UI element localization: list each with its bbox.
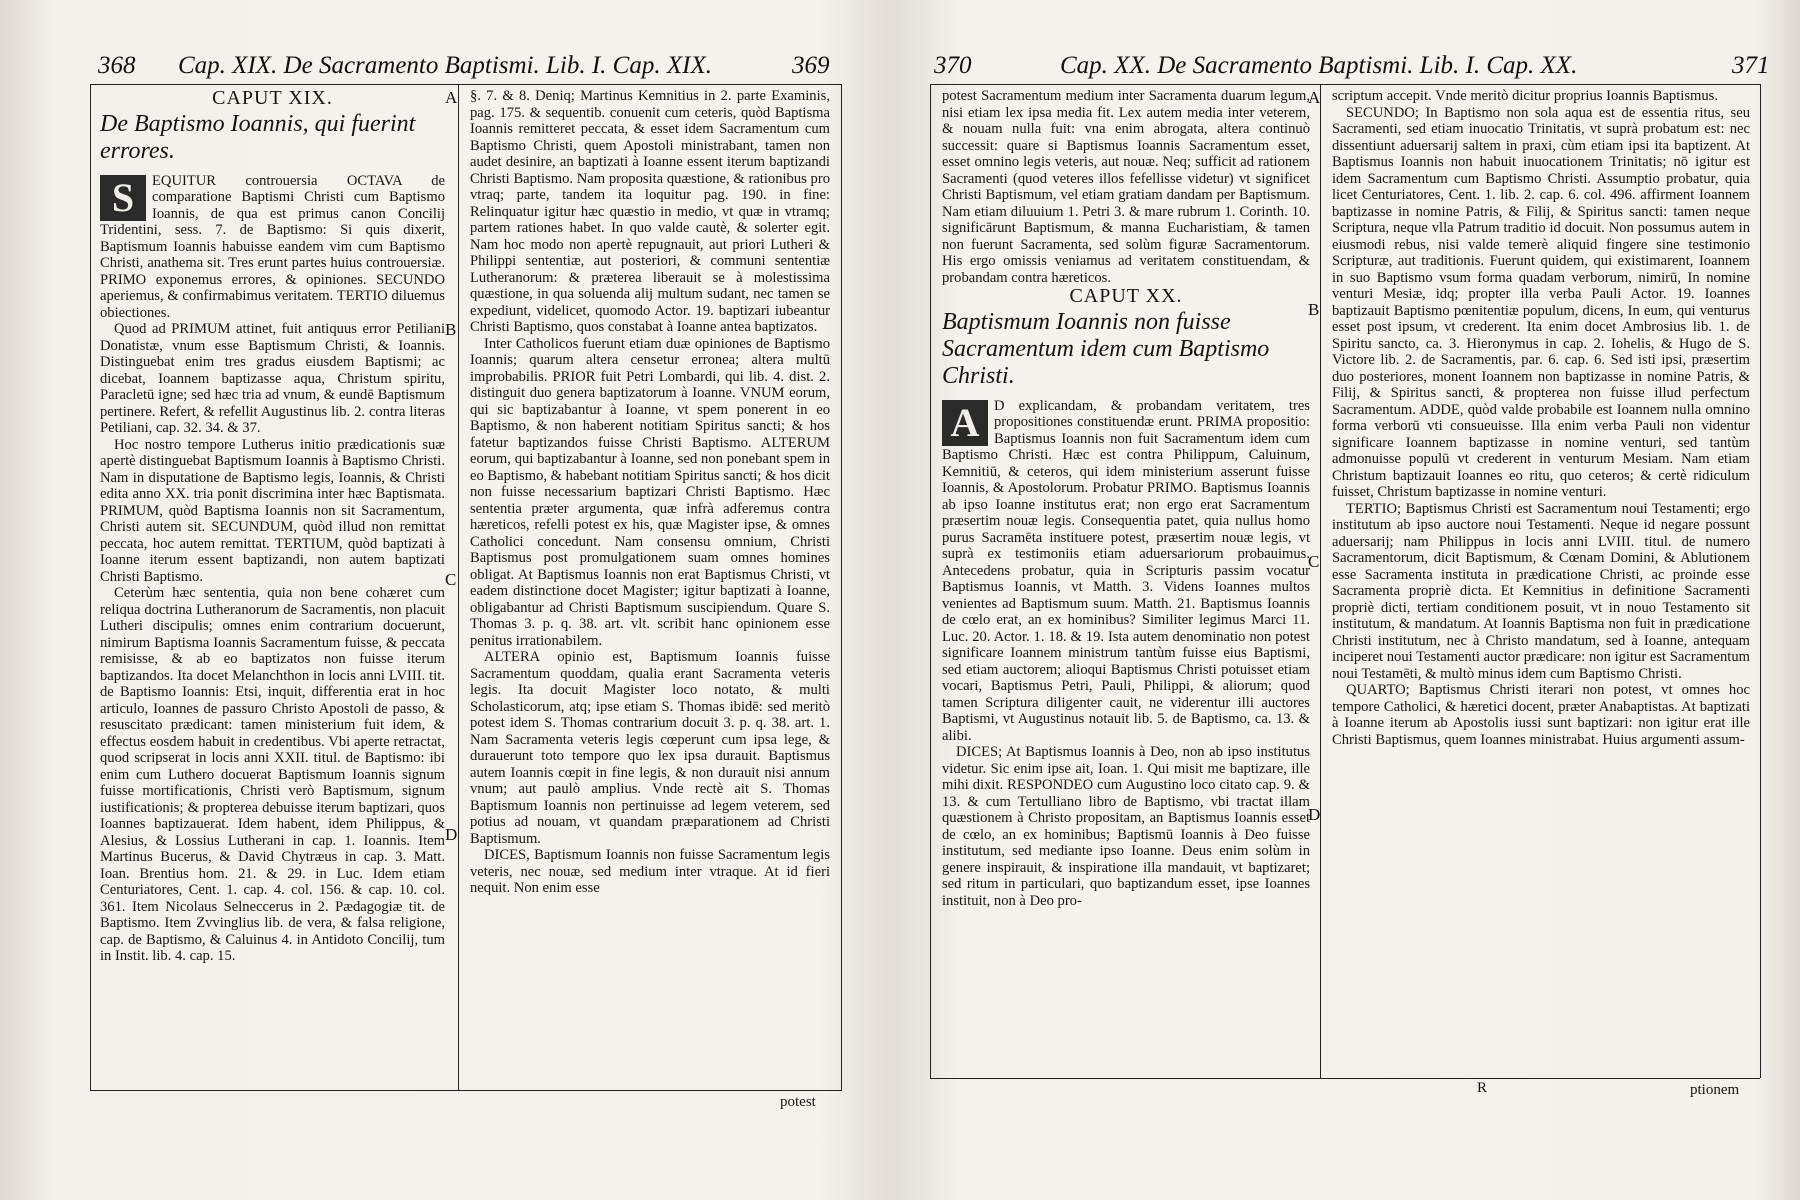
paragraph: TERTIO; Baptismus Christi est Sacramentum noui Testamenti; ergo institutum ab ipso auctore noui Testamenti. Neque id negare possunt aduersarij; nam Philippus in locis anni LVIII. titul. de numero Sacramentorum, dicit Baptismum, & Cœnam Domini, & Ablutionem esse Sacramenta instituta in prædicatione Christi, ac proinde esse Sacramenta propriè dicta. Et Kemnitius in definitione Sacramenti propriè dicti, tertiam conditionem posuit, vt in nouo Testamento sit institutum, & mandatum. At Ioannis Baptisma non fuit in prædicatione Christi institutum, nec à Christo mandatum, sed à Ioanne, antequam inciperet noui Testamenti auctor prædicare: non igitur est Sacramentum noui Testamēti, & multò minus idem cum Baptismo Christi.	[1332, 500, 1750, 682]
paragraph: Hoc nostro tempore Lutherus initio prædicationis suæ apertè distinguebat Baptismum Ioannis à Baptismo Christi. Nam in disputatione de Baptismo legis, Ioannis, & Christi edita anno XX. tria ponit discrimina inter hæc Baptismata. PRIMUM, quòd Baptisma Ioannis non sit Sacramentum, Christi autem sit. SECUNDUM, quòd illud non remittat peccata, hoc autem remittat. TERTIUM, quòd baptizati à Ioanne iterum essent baptizandi, non autem baptizati Christi Baptismo.	[100, 436, 445, 585]
facing-page-number: 369	[792, 52, 830, 79]
section-marker-a: A	[445, 88, 458, 107]
left-column-1	[100, 88, 445, 1086]
paragraph: QUARTO; Baptismus Christi iterari non potest, vt omnes hoc tempore Catholici, & hæretici docent, præter Anabaptistas. At baptizati à Ioanne iterum ab Apostolis iussi sunt baptizari: non igitur erat ille Christi Baptismus, quem Ioannes ministrabat. Huius argumenti assum-	[1332, 682, 1750, 748]
right-inner-rule	[930, 84, 931, 1078]
chapter-heading: CAPUT XX.	[1069, 285, 1183, 307]
facing-page-number: 371	[1732, 52, 1770, 79]
left-column-2	[470, 88, 830, 1086]
section-marker-b: B	[1308, 300, 1320, 319]
paragraph: EQUITUR controuersia OCTAVA de comparatione Baptismi Christi cum Baptismo Ioannis, de qua est primus canon Concilij Tridentini, sess. 7. de Baptismo: Si quis dixerit, Baptismum Ioannis habuisse eandem vim cum Baptismo Christi, anathema sit. Tres erunt partes huius controuersiæ. PRIMO exponemus errores, & opiniones. SECUNDO aperiemus, & confirmabimus veritatem. TERTIO diluemus obiectiones.	[100, 172, 445, 321]
paragraph: D explicandam, & probandam veritatem, tres propositiones constituendæ erunt. PRIMA propositio: Baptismus Ioannis non fuit Sacramentum idem cum Baptismo Christi. Hæc est contra Philippum, Caluinum, Kemnitiū, & ceteros, qui idem ministerium asserunt fuisse Ioannis, & Apostolorum. Probatur PRIMO. Baptismus Ioannis ab ipso Ioanne institutus erat; non ergo erat Sacramentum præsertim nouæ legis. Consequentia patet, quia nullus homo purus Sacramēta instituere potest, præsertim nouæ legis, vt suprà ex testimoniis etiam aduersariorum probauimus. Antecedens probatur, quia in Scripturis passim vocatur Baptismus Ioannis, vt Matth. 3. Videns Ioannes multos venientes ad Baptismum suum. Matth. 21. Baptismus Ioannis de cœlo erat, an ex hominibus? Similiter legimus Marci 11. Luc. 20. Actor. 1. 18. & 19. Ista autem denominatio non potest significare Ioannem ministrum tantùm fuisse eius Baptismi, sed etiam auctorem; alioqui Baptismus Christi potuisset etiam vocari, Baptismus Petri, Pauli, Philippi, & aliorum; quod tamen Scriptura diligenter cauit, ne viderentur illi auctores Baptismi, vt Augustinus notauit lib. 5. de Baptismo, ca. 13. & alibi.	[942, 397, 1310, 744]
section-marker-c: C	[1308, 552, 1320, 571]
paragraph: DICES, Baptismum Ioannis non fuisse Sacramentum legis veteris, nec nouæ, sed medium inter vtraque. At id fieri nequit. Non enim esse	[470, 847, 830, 896]
section-marker-d: D	[445, 825, 458, 844]
paragraph: Inter Catholicos fuerunt etiam duæ opiniones de Baptismo Ioannis; quarum altera censetur erronea; altera multū improbabilis. PRIOR fuit Petri Lombardi, qui lib. 4. dist. 2. distinguit duo genera baptizatorum à Ioanne. VNUM eorum, qui sic baptizabantur à Ioanne, vt spem ponerent in eo Baptismo, & non haberent notitiam Spiritus sancti; & hos fatetur baptizandos fuisse Christi Baptismo. ALTERUM eorum, qui baptizabantur à Ioanne, sed non ponebant spem in eo Baptismo, & habebant notitiam Spiritus sancti; & hos dicit non fuisse necessarium baptizari Christi Baptismo. Hæc sententia præter argumenta, quæ infrà adferemus contra hæreticos, refelli potest ex his, quæ Magister ipse, & omnes Catholici concedunt. Nam consensu omnium, Christi Baptismus post promulgationem suam omnes homines obligat. At Baptismus Ioannis non erat Baptismus Christi, vt eadem distinctione docet Magister; igitur baptizati à Ioanne, obligabantur ad Christi Baptismum suscipiendum. Quare S. Thomas 3. p. q. 38. art. vlt. scribit hanc opinionem esse penitus irrationabilem.	[470, 335, 830, 649]
right-column-divider	[1320, 84, 1321, 1078]
paragraph: DICES; At Baptismus Ioannis à Deo, non ab ipso institutus videtur. Sic enim ipse ait, Ioan. 1. Qui misit me baptizare, ille mihi dixit. RESPONDEO cum Augustino loco citato cap. 9. & 13. & cum Tertulliano libro de Baptismo, vbi tractat illam quæstionem à Christo propositam, an Baptismus Ioannis esset de cœlo, an ex hominibus; Baptismū Ioannis à Deo fuisse institutum, sed mediante ipso Ioanne. Deus enim solùm in genere inspirauit, & inspiratione illa mandauit, vt baptizaret; sed ritum in particulari, quo baptizandum esset, ipse Ioannes instituit, non à Deo pro-	[942, 744, 1310, 909]
left-header-rule	[90, 84, 842, 85]
right-column-1	[942, 88, 1310, 1074]
section-marker-d: D	[1308, 805, 1321, 824]
right-header-rule	[930, 84, 1760, 85]
decorated-initial: A	[942, 400, 988, 446]
paragraph: potest Sacramentum medium inter Sacramenta duarum legum, nisi etiam lex ipsa media fit. Lex autem media inter veterem, & nouam nulla fuit: vna enim abrogata, altera continuò successit: quare si Baptismus Ioannis Sacramentum esset, esset omnino legis veteris, aut nouæ. Neq; sufficit ad rationem Sacramenti (quod veteres illos fefellisse videtur) vt significet Christi Baptismum, vel etiam gratiam dandam per Baptismum. Nam etiam diluuium 1. Petri 3. & mare rubrum 1. Corinth. 10. significārunt Baptismum, & manna Eucharistiam, & tamen non fuerunt Sacramenta, sed solùm figuræ Sacramentorum. His ergo omissis veniamus ad veritatem constituendam, & probandam contra hæreticos.	[942, 88, 1310, 286]
catchword: potest	[780, 1094, 816, 1110]
left-page	[0, 0, 890, 1200]
catchword: ptionem	[1690, 1082, 1740, 1098]
left-page-number: 368	[98, 52, 136, 79]
right-page	[890, 0, 1800, 1200]
left-column-divider	[458, 84, 459, 1090]
paragraph: Ceterùm hæc sententia, quia non bene cohæret cum reliqua doctrina Lutheranorum de Sacramentis, non placuit Lutheri discipulis; omnes enim contrarium docuerunt, nimirum Baptisma Ioannis Sacramentum fuisse, & peccata remisisse, & ab eo baptizatos non fuisse iterum baptizandos. Ita docet Melanchthon in locis anni LVIII. tit. de Baptismo Ioannis: Etsi, inquit, differentia erat in hoc articulo, Ioannes de passuro Christo Apostoli de passo, & resuscitato prædicant: tamen ministerium fuit idem, & effectus eosdem habuit in credentibus. Vbi aperte retractat, quod scripserat in locis anni XXII. titul. de Baptismo: ibi enim cum Luthero docuerat Baptismum Ioannis signum fuisse mortificationis, Christi verò Baptismum, signum iustificationis; & propterea debuisse iterum baptizari, quos Ioannes baptizauerat. Idem habent, idem Philippus, & Alesius, & Lossius Lutherani in cap. 1. Ioannis. Item Martinus Bucerus, & David Chytræus in cap. 3. Matt. Ioan. Brentius hom. 21. & 29. in Luc. Idem etiam Centuriatores, Cent. 1. cap. 4. col. 156. & cap. 10. col. 361. Item Nicolaus Selneccerus in 2. Pædagogiæ tit. de Baptismo. Item Zvvinglius lib. de vera, & falsa religione, cap. de Baptismo, & Caluinus 4. in Antidoto Concilij, tum in Instit. lib. 4. cap. 15.	[100, 585, 445, 964]
chapter-heading: CAPUT XIX.	[212, 88, 333, 109]
chapter-title: Baptismum Ioannis non fuisse Sacramentum idem cum Baptismo Christi.	[942, 308, 1270, 389]
section-marker-a: A	[1308, 88, 1321, 107]
paragraph: scriptum accepit. Vnde meritò dicitur proprius Ioannis Baptismus.	[1332, 88, 1718, 104]
left-inner-rule	[841, 84, 842, 1090]
left-running-title: Cap. XIX. De Sacramento Baptismi. Lib. I. Cap. XIX.	[178, 52, 712, 79]
paragraph: SECUNDO; In Baptismo non sola aqua est de essentia ritus, seu Sacramenti, sed etiam inuocatio Trinitatis, vt suprà probatum est: nec dissentiunt aduersarij saltem in praxi, cùm etiam ipsi ita baptizent. At Baptismus Ioannis non habuit inuocationem Trinitatis; nō igitur est idem Sacramentum cum Baptismo Christi. Assumptio probatur, quia licet Centuriatores, Cent. 1. lib. 2. cap. 6. col. 496. affirment Ioannem baptizasse in nomine Patris, & Filij, & Spiritus sancti: tamen neque Scriptura, neque vlla Patrum traditio id docuit. Non possumus autem in eiusmodi rebus, nisi valde temerè aliquid fingere sine testimonio Scripturæ, aut traditionis. Fuerunt quidem, qui existimarent, Ioannem in suo Baptismo vsum forma quadam verborum, nimirū, In nomine venturi Mesiæ, idq; propter illa verba Pauli Actor. 19. Ioannes baptizauit Baptismo pœnitentiæ populum, dicens, In eum, qui venturus esset post ipsum, vt crederent. Ita enim docet Ambrosius lib. 1. de Spiritu sancto, ca. 3. Hieronymus in cap. 2. Iohelis, & Hugo de S. Victore lib. 2. de Sacramentis, par. 6. cap. 6. Sed isti ipsi, præsertim duo posteriores, monent Ioannem non baptizasse in nomine Patris, & Filij, & Spiritus sancti, & propterea non fuisse illud perfectum Sacramentum. ADDE, quòd valde probabile est Ioannem nulla omnino forma verborū vti consueuisse. Illa enim verba Pauli non videntur significare Ioannem baptizasse in nomine venturi, sed tantùm admonuisse populū vt crederent in venturum Mesiam. Nam etiam Christum baptizauit Ioannes eo ritu, quo ceteros; & certè ridiculum fuisset, Christum baptizasse in nomine venturi.	[1332, 104, 1750, 500]
section-marker-c: C	[445, 570, 457, 589]
paragraph: ALTERA opinio est, Baptismum Ioannis fuisse Sacramentum quoddam, qualia erant Sacramenta veteris legis. Ita docuit Magister loco notato, & multi Scholasticorum, atq; ipse etiam S. Thomas ibidē: sed meritò potest idem S. Thomas contrarium docuit 3. p. q. 38. art. 1. Nam Sacramenta veteris legis cœperunt cum ipsa lege, & durauerunt toto tempore quo lex ipsa durauit. Baptismus autem Ioannis cœpit in fine legis, & non durauit nisi annum vnum; aut paulò amplius. Vnde rectè ait S. Thomas Baptismum Ioannis non pertinuisse ad legem veterem, sed potius ad nouam, vt quandam præparationem ad Christi Baptismum.	[470, 649, 830, 847]
left-outer-rule	[90, 84, 91, 1090]
decorated-initial: S	[100, 175, 146, 221]
paragraph: Quod ad PRIMUM attinet, fuit antiquus error Petiliani Donatistæ, vnum esse Baptismum Christi, & Ioannis. Distinguebat enim tres gradus eiusdem Baptismi; ac dicebat, Ioannem baptizasse aqua, Christum spiritu, Paracletū igne; sed hæc tria ad vnum, & eundē Baptismum pertinere. Refert, & refellit Augustinus lib. 2. contra literas Petiliani, cap. 32. 34. & 37.	[100, 321, 445, 436]
right-column-2	[1332, 88, 1750, 1074]
right-footer-rule	[930, 1078, 1760, 1079]
right-page-number: 370	[934, 52, 972, 79]
right-running-title: Cap. XX. De Sacramento Baptismi. Lib. I. Cap. XX.	[1060, 52, 1578, 79]
left-footer-rule	[90, 1090, 842, 1091]
section-marker-b: B	[445, 320, 457, 339]
chapter-title: De Baptismo Ioannis, qui fuerint errores.	[100, 110, 416, 164]
signature-mark: R	[1477, 1080, 1488, 1096]
right-outer-rule	[1760, 84, 1761, 1078]
paragraph: §. 7. & 8. Deniq; Martinus Kemnitius in 2. parte Examinis, pag. 175. & sequentib. conuenit cum ceteris, quòd Baptisma Ioannis remitteret peccata, & esset idem Sacramentum cum Baptismo Christi, quem Apostoli ministrabant, tamen non audet desinire, an baptizati à Ioanne essent iterum baptizandi Christi Baptismo. Nam proposita quæstione, & rationibus pro vtraq; parte, tandem ita loquitur pag. 190. in fine: Relinquatur igitur hæc quæstio in medio, vt quæ in vtramq; partem rationes habet. In quo valde cautè, & solerter egit. Nam hoc modo non apertè repugnauit, aut priori Lutheri & Philippi sententiæ, aut posteriori, & communi sententiæ Lutheranorum: & præterea liberauit se à molestissima quæstione, in qua soluenda alij multum sudant, nec tamen se expediunt, videlicet, quomodo Actor. 19. baptizari iubeantur Christi Baptismo, quos constabat à Ioanne antea baptizatos.	[470, 88, 830, 335]
